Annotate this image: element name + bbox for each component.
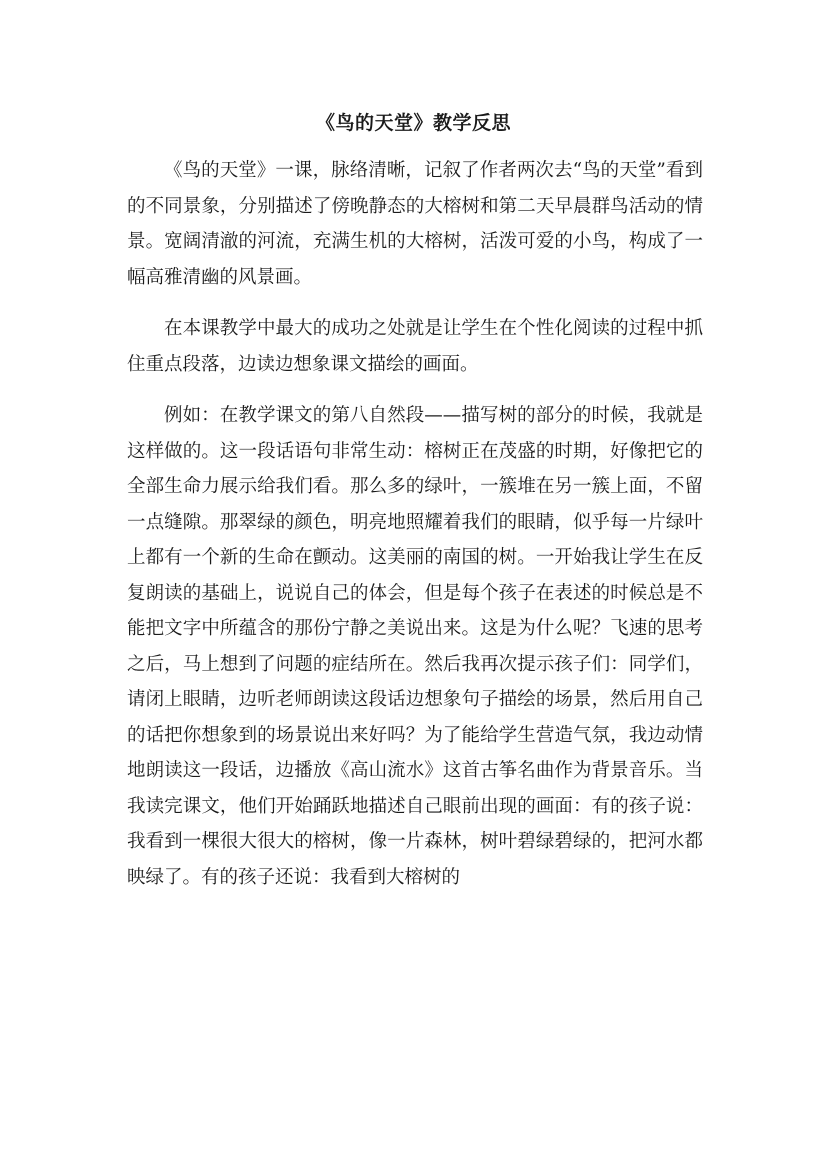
document-title: 《鸟的天堂》教学反思: [315, 112, 511, 134]
paragraph-example: 例如：在教学课文的第八自然段——描写树的部分的时候，我就是这样做的。这一段话语句非常生动：榕树正在茂盛的时期，好像把它的全部生命力展示给我们看。那么多的绿叶，一簇堆在另一簇上面，不留一点缝隙。那翠绿的颜色，明亮地照耀着我们的眼睛，似乎每一片绿叶上都有一个新的生命在颤动。这美丽的南国的树。一开始我让学生在反复朗读的基础上，说说自己的体会，但是每个孩子在表述的时候总是不能把文字中所蕴含的那份宁静之美说出来。这是为什么呢？飞速的思考之后，马上想到了问题的症结所在。然后我再次提示孩子们：同学们，请闭上眼睛，边听老师朗读这段话边想象句子描绘的场景，然后用自己的话把你想象到的场景说出来好吗？为了能给学生营造气氛，我边动情地朗读这一段话，边播放《高山流水》这首古筝名曲作为背景音乐。当我读完课文，他们开始踊跃地描述自己眼前出现的画面：有的孩子说：我看到一棵很大很大的榕树，像一片森林，树叶碧绿碧绿的，把河水都映绿了。有的孩子还说：我看到大榕树的: [127, 405, 703, 888]
paragraph-success: 在本课教学中最大的成功之处就是让学生在个性化阅读的过程中抓住重点段落，边读边想象课文描绘的画面。: [127, 318, 703, 375]
document-body: [127, 153, 703, 910]
paragraph-intro: 《鸟的天堂》一课，脉络清晰，记叙了作者两次去“鸟的天堂”看到的不同景象，分别描述了傍晚静态的大榕树和第二天早晨群鸟活动的情景。宽阔清澈的河流，充满生机的大榕树，活泼可爱的小鸟，构成了一幅高雅清幽的风景画。: [127, 160, 703, 288]
